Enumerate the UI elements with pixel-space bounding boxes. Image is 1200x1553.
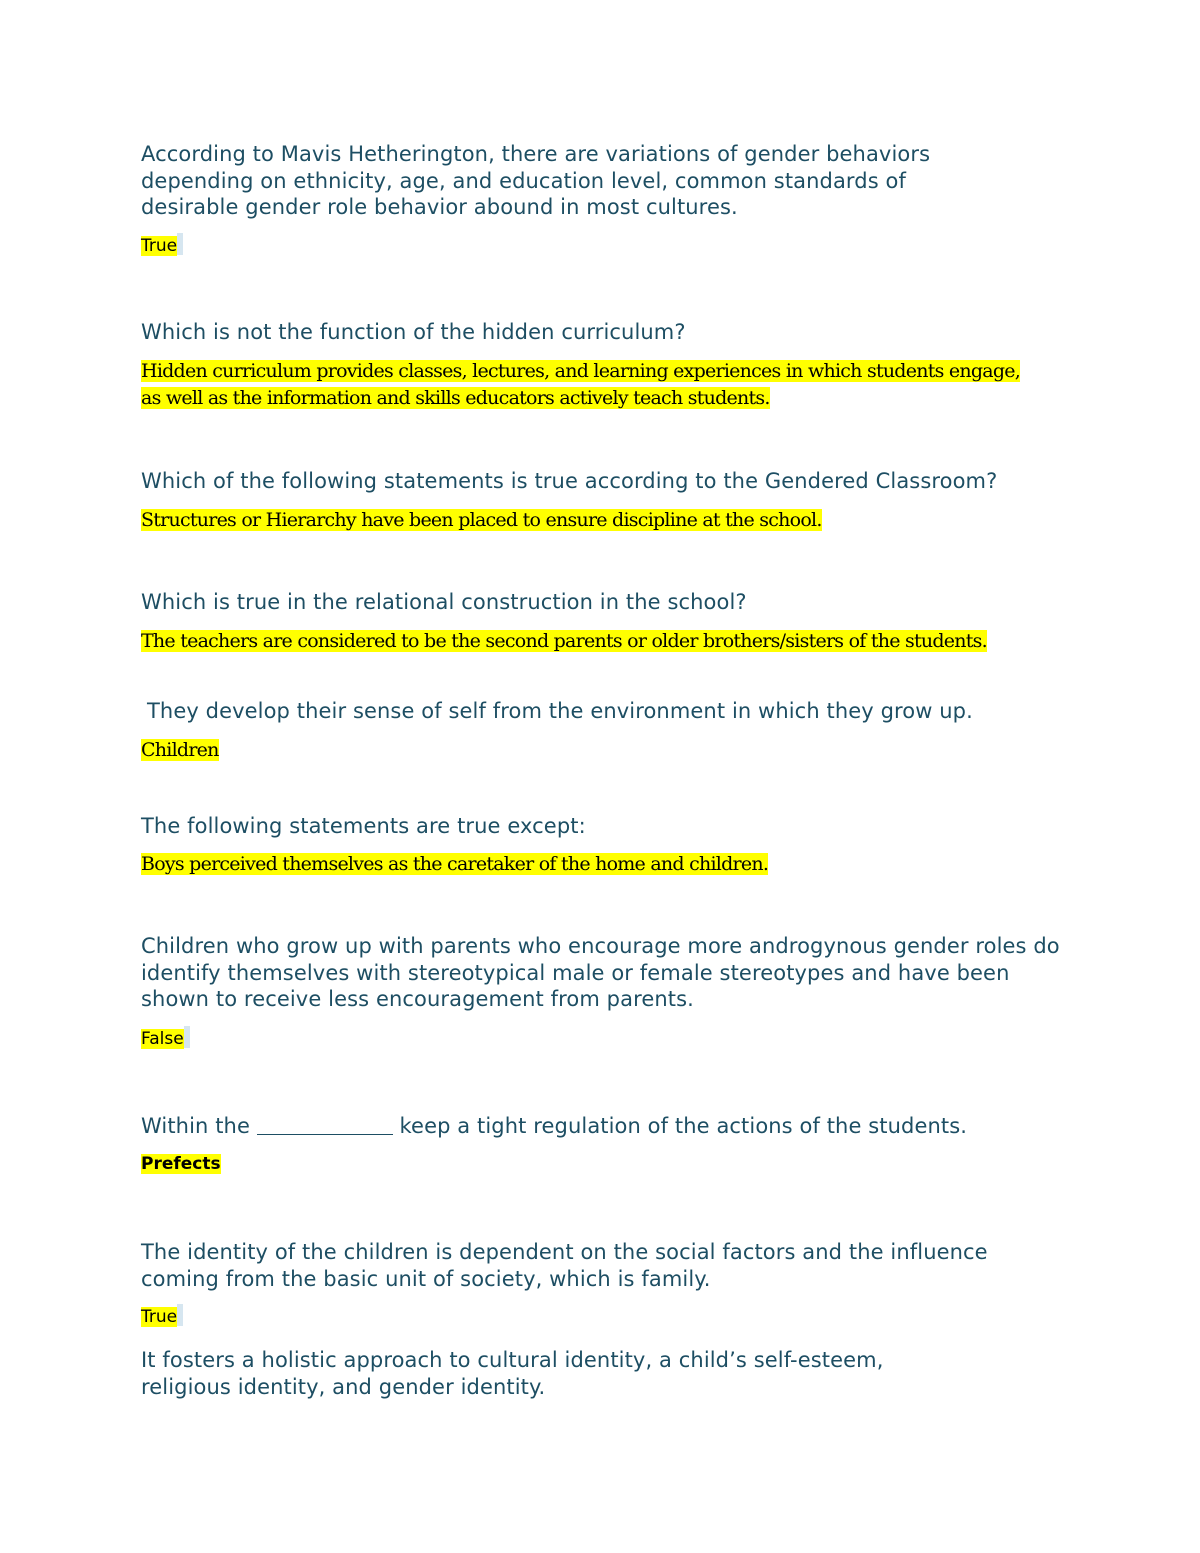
answer-5-text: Children	[141, 739, 219, 761]
answer-8	[141, 1152, 221, 1176]
question-9: The identity of the children is dependent on the social factors and the influence coming from the basic unit of society, which is family.	[141, 1240, 988, 1291]
answer-3	[141, 507, 1071, 534]
answer-9-text: True	[141, 1307, 178, 1327]
answer-9	[141, 1304, 183, 1329]
answer-3-text: Structures or Hierarchy have been placed to ensure discipline at the school.	[141, 509, 822, 531]
highlight-tail	[177, 1304, 183, 1326]
answer-4	[141, 628, 1071, 655]
answer-2-line-2: as well as the information and skills educators actively teach students.	[141, 387, 770, 409]
question-7: Children who grow up with parents who encourage more androgynous gender roles do identify themselves with stereotypical male or female stereotypes and have been shown to receive less encouragement from parents.	[141, 934, 1060, 1011]
question-8-start: Within the	[141, 1114, 250, 1138]
answer-6-text: Boys perceived themselves as the caretaker of the home and children.	[141, 853, 769, 875]
answer-1-text: True	[141, 236, 178, 256]
question-4: Which is true in the relational construction in the school?	[141, 590, 747, 614]
answer-1	[141, 233, 183, 258]
answer-2	[141, 358, 1071, 412]
highlight-tail	[184, 1026, 190, 1048]
question-3: Which of the following statements is true according to the Gendered Classroom?	[141, 469, 998, 493]
answer-6	[141, 851, 1071, 878]
question-2: Which is not the function of the hidden curriculum?	[141, 320, 686, 344]
question-8-end: keep a tight regulation of the actions of the students.	[399, 1114, 968, 1138]
highlight-tail	[177, 233, 183, 255]
answer-2-line-1: Hidden curriculum provides classes, lectures, and learning experiences in which students engage,	[141, 360, 1021, 382]
answer-5	[141, 737, 1071, 764]
question-1: According to Mavis Hetherington, there are variations of gender behaviors depending on ethnicity, age, and education level, common standards of desirable gender role behavior abound in most cultures.	[141, 142, 931, 219]
question-5: They develop their sense of self from the environment in which they grow up.	[147, 699, 973, 723]
answer-7	[141, 1026, 190, 1051]
answer-8-text: Prefects	[141, 1154, 221, 1174]
question-10: It fosters a holistic approach to cultural identity, a child’s self-esteem, religious identity, and gender identity.	[141, 1348, 884, 1399]
answer-4-text: The teachers are considered to be the second parents or older brothers/sisters of the students.	[141, 630, 987, 652]
fill-in-blank	[257, 1114, 393, 1135]
answer-7-text: False	[141, 1029, 184, 1049]
question-8	[141, 1113, 1071, 1140]
question-6: The following statements are true except:	[141, 814, 586, 838]
